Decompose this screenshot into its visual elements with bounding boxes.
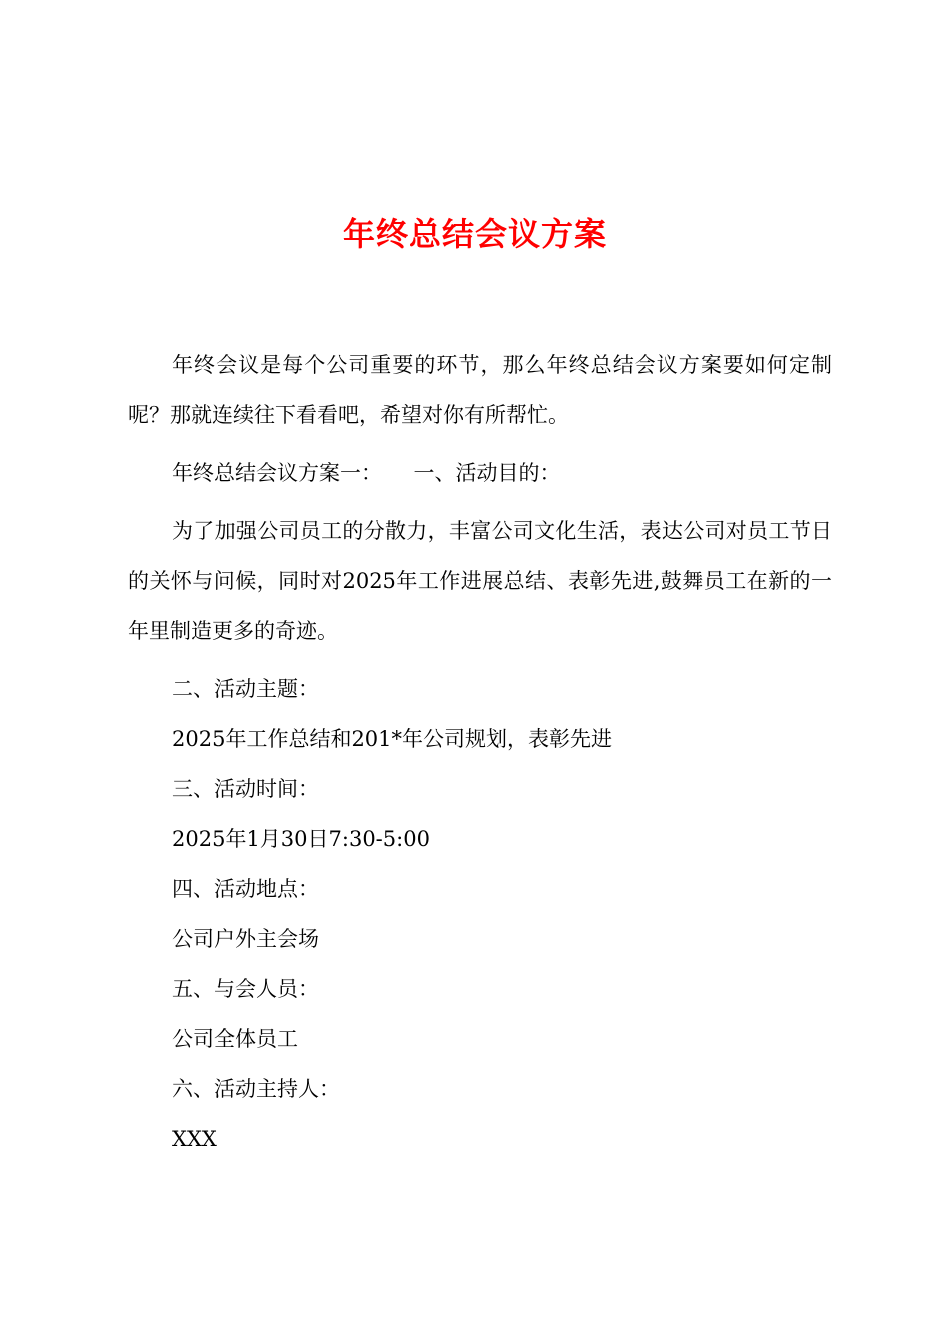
intro-paragraph: 年终会议是每个公司重要的环节，那么年终总结会议方案要如何定制呢？那就连续往下看看吧，希望对你有所帮忙。 bbox=[128, 353, 832, 427]
section-theme-heading: 二、活动主题： bbox=[172, 677, 319, 701]
section-location-content: 公司户外主会场 bbox=[172, 927, 319, 951]
section-host-heading: 六、活动主持人： bbox=[172, 1077, 340, 1101]
purpose-paragraph: 为了加强公司员工的分散力，丰富公司文化生活，表达公司对员工节日的关怀与问候，同时对2025年工作进展总结、表彰先进,鼓舞员工在新的一年里制造更多的奇迹。 bbox=[128, 519, 832, 643]
section-attendees-heading: 五、与会人员： bbox=[172, 977, 319, 1001]
document-title: 年终总结会议方案 bbox=[342, 215, 607, 253]
section-host-content: XXX bbox=[172, 1127, 217, 1151]
section-time-heading: 三、活动时间： bbox=[172, 777, 319, 801]
plan-one-heading: 年终总结会议方案一： 一、活动目的： bbox=[172, 461, 561, 485]
section-time-content: 2025年1月30日7:30-5:00 bbox=[172, 827, 430, 851]
document-body bbox=[128, 340, 832, 1164]
section-theme-content: 2025年工作总结和201*年公司规划，表彰先进 bbox=[172, 727, 613, 751]
section-attendees-content: 公司全体员工 bbox=[172, 1027, 298, 1051]
section-location-heading: 四、活动地点： bbox=[172, 877, 319, 901]
